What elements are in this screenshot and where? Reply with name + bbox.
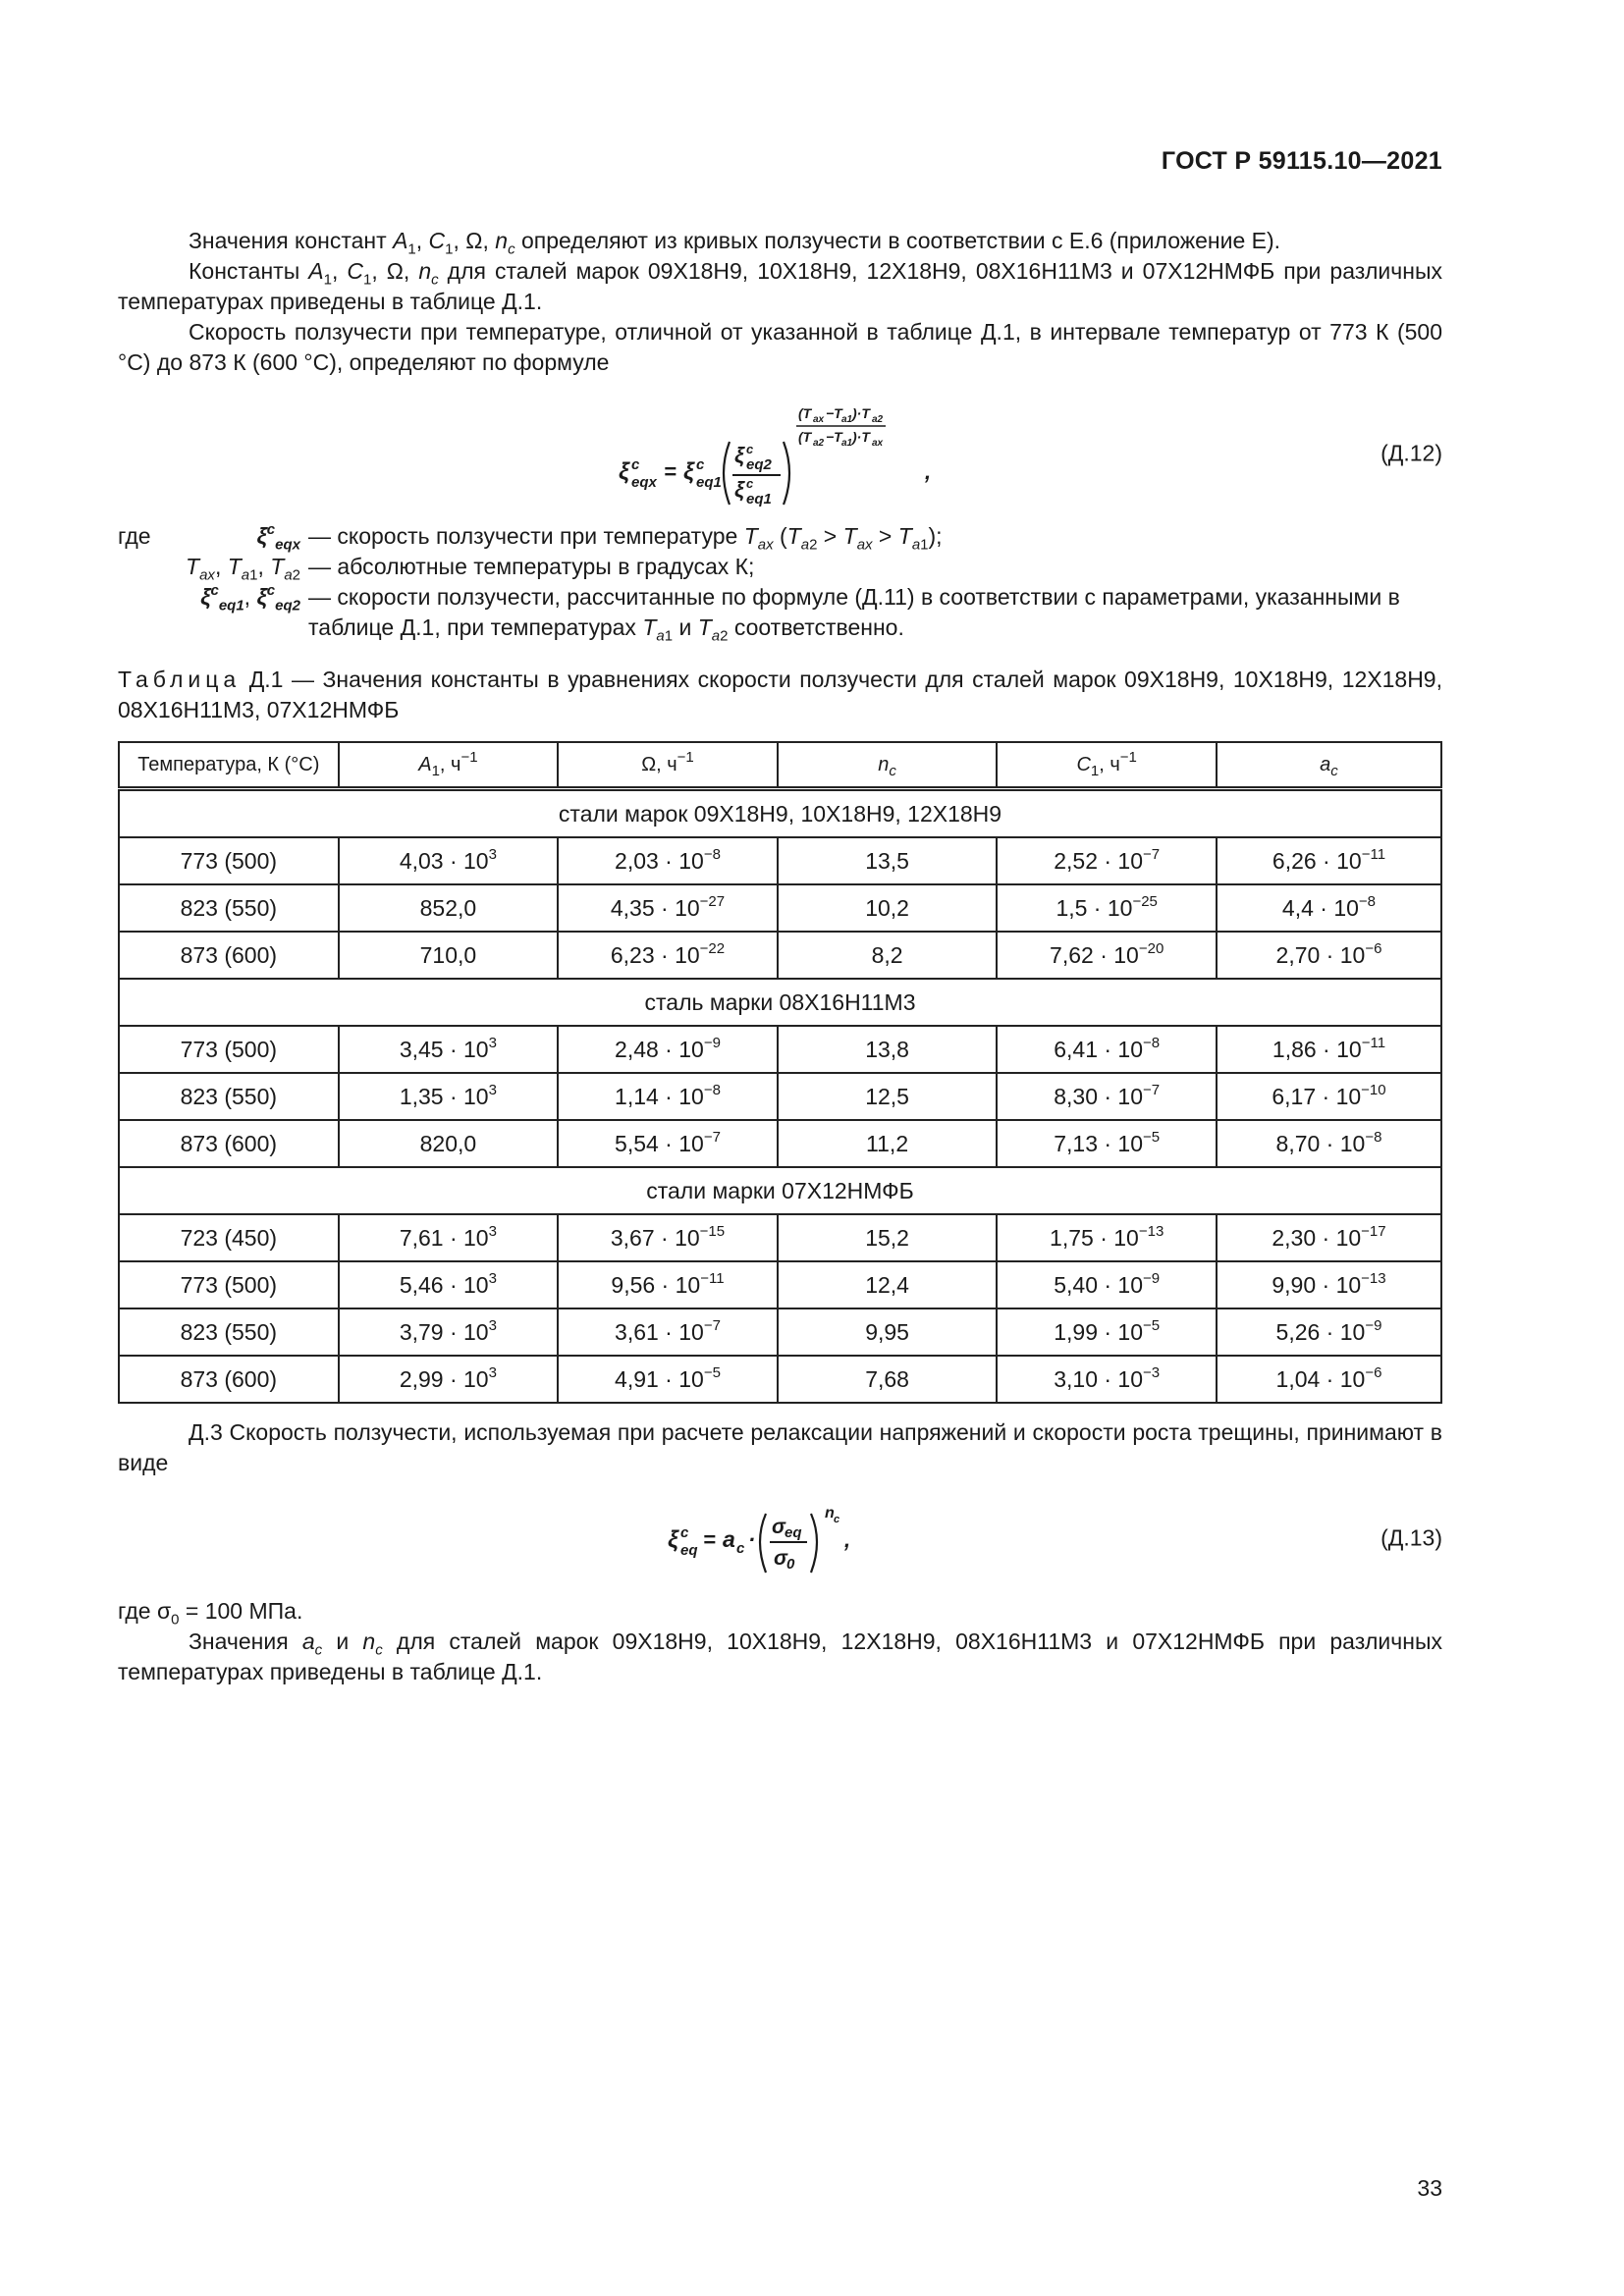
- table-group-row: [119, 789, 1441, 838]
- svg-text:n: n: [824, 1505, 835, 1522]
- table-cell: $6,17 \cdot 10^{-10}$: [1217, 1073, 1441, 1120]
- table-cell: $9,56 \cdot 10^{-11}$: [558, 1261, 778, 1308]
- paragraph-sigma: где $\sigma_0 = 100$ МПа.: [118, 1598, 303, 1629]
- table-cell: 12,5: [778, 1073, 998, 1120]
- svg-text:c: c: [735, 1540, 744, 1557]
- table-group-row: [119, 979, 1441, 1026]
- svg-text:a2: a2: [812, 438, 824, 449]
- table-cell: $1,5 \cdot 10^{-25}$: [997, 884, 1217, 932]
- table-cell: 823 (550): [119, 884, 339, 932]
- svg-text:a: a: [722, 1526, 735, 1552]
- header-c1: $C_1$, $ч^{-1}$: [997, 742, 1217, 789]
- table-cell: $5,26 \cdot 10^{-9}$: [1217, 1308, 1441, 1356]
- table-cell: $3,67 \cdot 10^{-15}$: [558, 1214, 778, 1261]
- table-cell: $3,79 \cdot 10^3$: [339, 1308, 559, 1356]
- svg-text:eq1: eq1: [695, 474, 722, 491]
- table-cell: $2,03 \cdot 10^{-8}$: [558, 837, 778, 884]
- paragraph-d3: Д.3 Скорость ползучести, используемая при расчете релаксации напряжений и скорости роста трещины, принимают в виде: [118, 1419, 1442, 1475]
- table-cell: $6,26 \cdot 10^{-11}$: [1217, 837, 1441, 884]
- table-group-row: [119, 1167, 1441, 1214]
- svg-text:,: ,: [843, 1527, 850, 1552]
- svg-text:a1: a1: [840, 438, 852, 449]
- table-cell: $8,30 \cdot 10^{-7}$: [997, 1073, 1217, 1120]
- svg-text:=: =: [663, 459, 677, 484]
- formula-d12: [118, 396, 1442, 511]
- table-row: [119, 837, 1441, 884]
- svg-text:ξ: ξ: [682, 458, 694, 485]
- table-row: [119, 1120, 1441, 1167]
- table-row: [119, 884, 1441, 932]
- table-cell: 13,5: [778, 837, 998, 884]
- table-caption: Таблица Д.1 — Значения константы в уравнениях скорости ползучести для сталей марок 09Х18Н9, 10Х18Н9, 12Х18Н9, 08Х16Н11М3, 07Х12НМФБ: [118, 667, 1442, 722]
- table-cell: $6,23 \cdot 10^{-22}$: [558, 932, 778, 979]
- header-ac: $a_c$: [1217, 742, 1441, 789]
- where-description: — скорость ползучести при температуре $T_{ax}$ $(T_{a2} > T_{ax} > T_{a1})$;: [308, 523, 943, 554]
- table-cell: 723 (450): [119, 1214, 339, 1261]
- where-symbol: $\xi^c_{eq1}$, $\xi^c_{eq2}$: [200, 582, 300, 614]
- where-description: — абсолютные температуры в градусах К;: [308, 554, 755, 579]
- svg-text:ξ: ξ: [733, 443, 744, 467]
- table-cell: 852,0: [339, 884, 559, 932]
- table-row: [119, 1308, 1441, 1356]
- svg-text:σ: σ: [771, 1516, 785, 1538]
- where-symbol: $T_{ax}$, $T_{a1}$, $T_{a2}$: [186, 554, 300, 584]
- table-cell: $4,03 \cdot 10^3$: [339, 837, 559, 884]
- svg-text:eq: eq: [784, 1524, 802, 1541]
- table-cell: 773 (500): [119, 837, 339, 884]
- svg-text:c: c: [745, 476, 753, 491]
- svg-text:c: c: [833, 1514, 839, 1525]
- table-cell: $9,90 \cdot 10^{-13}$: [1217, 1261, 1441, 1308]
- svg-text:c: c: [630, 456, 639, 473]
- table-cell: $4,91 \cdot 10^{-5}$: [558, 1356, 778, 1403]
- svg-text:−T: −T: [825, 405, 842, 421]
- svg-text:c: c: [695, 456, 704, 473]
- table-cell: 12,4: [778, 1261, 998, 1308]
- svg-text:)·T: )·T: [851, 405, 870, 421]
- table-cell: 773 (500): [119, 1026, 339, 1073]
- svg-text:c: c: [679, 1524, 688, 1541]
- table-row: [119, 1073, 1441, 1120]
- paragraph-constants: Значения констант $A_1$, $C_1$, Ω, $n_c$ определяют из кривых ползучести в соответствии с Е.6 (приложение Е).: [189, 228, 1281, 258]
- table-cell: $1,99 \cdot 10^{-5}$: [997, 1308, 1217, 1356]
- table-cell: $7,61 \cdot 10^3$: [339, 1214, 559, 1261]
- svg-text:ξ: ξ: [667, 1526, 678, 1553]
- table-row: [119, 1026, 1441, 1073]
- table-group-title: сталь марки 08Х16Н11М3: [119, 979, 1441, 1026]
- svg-text:eqx: eqx: [630, 474, 657, 491]
- svg-text:−T: −T: [825, 429, 842, 445]
- table-cell: $1,35 \cdot 10^3$: [339, 1073, 559, 1120]
- table-cell: $2,70 \cdot 10^{-6}$: [1217, 932, 1441, 979]
- table-cell: $8,70 \cdot 10^{-8}$: [1217, 1120, 1441, 1167]
- svg-text:=: =: [702, 1527, 716, 1552]
- table-cell: $5,40 \cdot 10^{-9}$: [997, 1261, 1217, 1308]
- page-number: 33: [1417, 2175, 1442, 2201]
- table-cell: $2,30 \cdot 10^{-17}$: [1217, 1214, 1441, 1261]
- svg-text:a1: a1: [840, 414, 852, 425]
- table-row: [119, 1356, 1441, 1403]
- svg-text:eq: eq: [679, 1542, 698, 1559]
- equation-number-d12: (Д.12): [1380, 440, 1442, 466]
- table-cell: 13,8: [778, 1026, 998, 1073]
- table-row: [119, 1214, 1441, 1261]
- table-cell: $2,52 \cdot 10^{-7}$: [997, 837, 1217, 884]
- table-cell: 15,2: [778, 1214, 998, 1261]
- document-body: [118, 226, 1442, 1687]
- table-cell: 10,2: [778, 884, 998, 932]
- table-cell: 873 (600): [119, 1120, 339, 1167]
- table-cell: $3,45 \cdot 10^3$: [339, 1026, 559, 1073]
- table-cell: $7,62 \cdot 10^{-20}$: [997, 932, 1217, 979]
- header-a1: $A_1$, $ч^{-1}$: [339, 742, 559, 789]
- table-cell: 823 (550): [119, 1308, 339, 1356]
- table-cell: $7,13 \cdot 10^{-5}$: [997, 1120, 1217, 1167]
- table-cell: 710,0: [339, 932, 559, 979]
- where-description: — скорости ползучести, рассчитанные по формуле (Д.11) в соответствии с параметрами, указанными в таблице Д.1, при температурах $T_{a1}$ и $T_{a2}$ соответственно.: [308, 584, 1400, 645]
- document-id: ГОСТ Р 59115.10—2021: [1161, 147, 1442, 175]
- formula-d13-graphic: [668, 1496, 893, 1580]
- table-cell: $5,54 \cdot 10^{-7}$: [558, 1120, 778, 1167]
- table-cell: $2,48 \cdot 10^{-9}$: [558, 1026, 778, 1073]
- formula-d13: [118, 1494, 1442, 1582]
- table-cell: 7,68: [778, 1356, 998, 1403]
- svg-text:ξ: ξ: [733, 477, 744, 502]
- table-cell: 873 (600): [119, 1356, 339, 1403]
- constants-table: [118, 741, 1442, 1404]
- where-item-eq1-eq2: [118, 582, 1442, 643]
- table-cell: 820,0: [339, 1120, 559, 1167]
- svg-text:(T: (T: [797, 429, 811, 445]
- table-cell: 8,2: [778, 932, 998, 979]
- table-cell: $5,46 \cdot 10^3$: [339, 1261, 559, 1308]
- svg-text:ax: ax: [812, 414, 824, 425]
- table-cell: $1,75 \cdot 10^{-13}$: [997, 1214, 1217, 1261]
- svg-text:c: c: [745, 442, 753, 456]
- table-cell: 873 (600): [119, 932, 339, 979]
- table-header-row: [119, 742, 1441, 789]
- header-temperature: Температура, К (°С): [119, 742, 339, 789]
- paragraph-constants-table: Константы $A_1$, $C_1$, Ω, $n_c$ для сталей марок 09Х18Н9, 10Х18Н9, 12Х18Н9, 08Х16Н11М3 и 07Х12НМФБ при различных температурах приведены в таблице Д.1.: [118, 258, 1442, 314]
- table-group-title: стали марок 09Х18Н9, 10Х18Н9, 12Х18Н9: [119, 789, 1441, 838]
- table-cell: $3,61 \cdot 10^{-7}$: [558, 1308, 778, 1356]
- table-cell: $1,04 \cdot 10^{-6}$: [1217, 1356, 1441, 1403]
- table-cell: 823 (550): [119, 1073, 339, 1120]
- table-cell: $1,86 \cdot 10^{-11}$: [1217, 1026, 1441, 1073]
- table-cell: $4,35 \cdot 10^{-27}$: [558, 884, 778, 932]
- svg-text:eq1: eq1: [745, 491, 772, 507]
- table-cell: $3,10 \cdot 10^{-3}$: [997, 1356, 1217, 1403]
- table-cell: 9,95: [778, 1308, 998, 1356]
- svg-text:(T: (T: [797, 405, 811, 421]
- svg-text:ax: ax: [871, 438, 883, 449]
- table-body: [119, 789, 1441, 1404]
- svg-text:,: ,: [924, 459, 931, 484]
- svg-text:0: 0: [785, 1556, 794, 1573]
- svg-text:a2: a2: [871, 414, 883, 425]
- header-nc: $n_c$: [778, 742, 998, 789]
- table-cell: $6,41 \cdot 10^{-8}$: [997, 1026, 1217, 1073]
- table-cell: $2,99 \cdot 10^3$: [339, 1356, 559, 1403]
- svg-text:)·T: )·T: [851, 429, 870, 445]
- svg-text:eq2: eq2: [745, 456, 772, 473]
- table-cell: 773 (500): [119, 1261, 339, 1308]
- table-cell: $4,4 \cdot 10^{-8}$: [1217, 884, 1441, 932]
- formula-d12-graphic: [619, 397, 943, 510]
- where-symbol: где $\xi^c_{eqx}$: [118, 521, 300, 554]
- svg-text:·: ·: [747, 1527, 755, 1552]
- paragraph-creep-rate: Скорость ползучести при температуре, отличной от указанной в таблице Д.1, в интервале температур от 773 К (500 °С) до 873 К (600 °С), определяют по формуле: [118, 319, 1442, 375]
- paragraph-final: Значения $a_c$ и $n_c$ для сталей марок 09Х18Н9, 10Х18Н9, 12Х18Н9, 08Х16Н11М3 и 07Х12НМФБ при различных температурах приведены в таблице Д.1.: [118, 1629, 1442, 1684]
- where-item-temperatures: [118, 552, 1442, 582]
- equation-number-d13: (Д.13): [1380, 1524, 1442, 1551]
- where-item-eqx: [118, 521, 1442, 552]
- svg-text:σ: σ: [773, 1547, 787, 1570]
- table-cell: 11,2: [778, 1120, 998, 1167]
- table-row: [119, 932, 1441, 979]
- header-omega: Ω, $ч^{-1}$: [558, 742, 778, 789]
- table-group-title: стали марки 07Х12НМФБ: [119, 1167, 1441, 1214]
- where-list: [118, 521, 1442, 643]
- svg-text:ξ: ξ: [618, 458, 629, 485]
- table-cell: $1,14 \cdot 10^{-8}$: [558, 1073, 778, 1120]
- table-row: [119, 1261, 1441, 1308]
